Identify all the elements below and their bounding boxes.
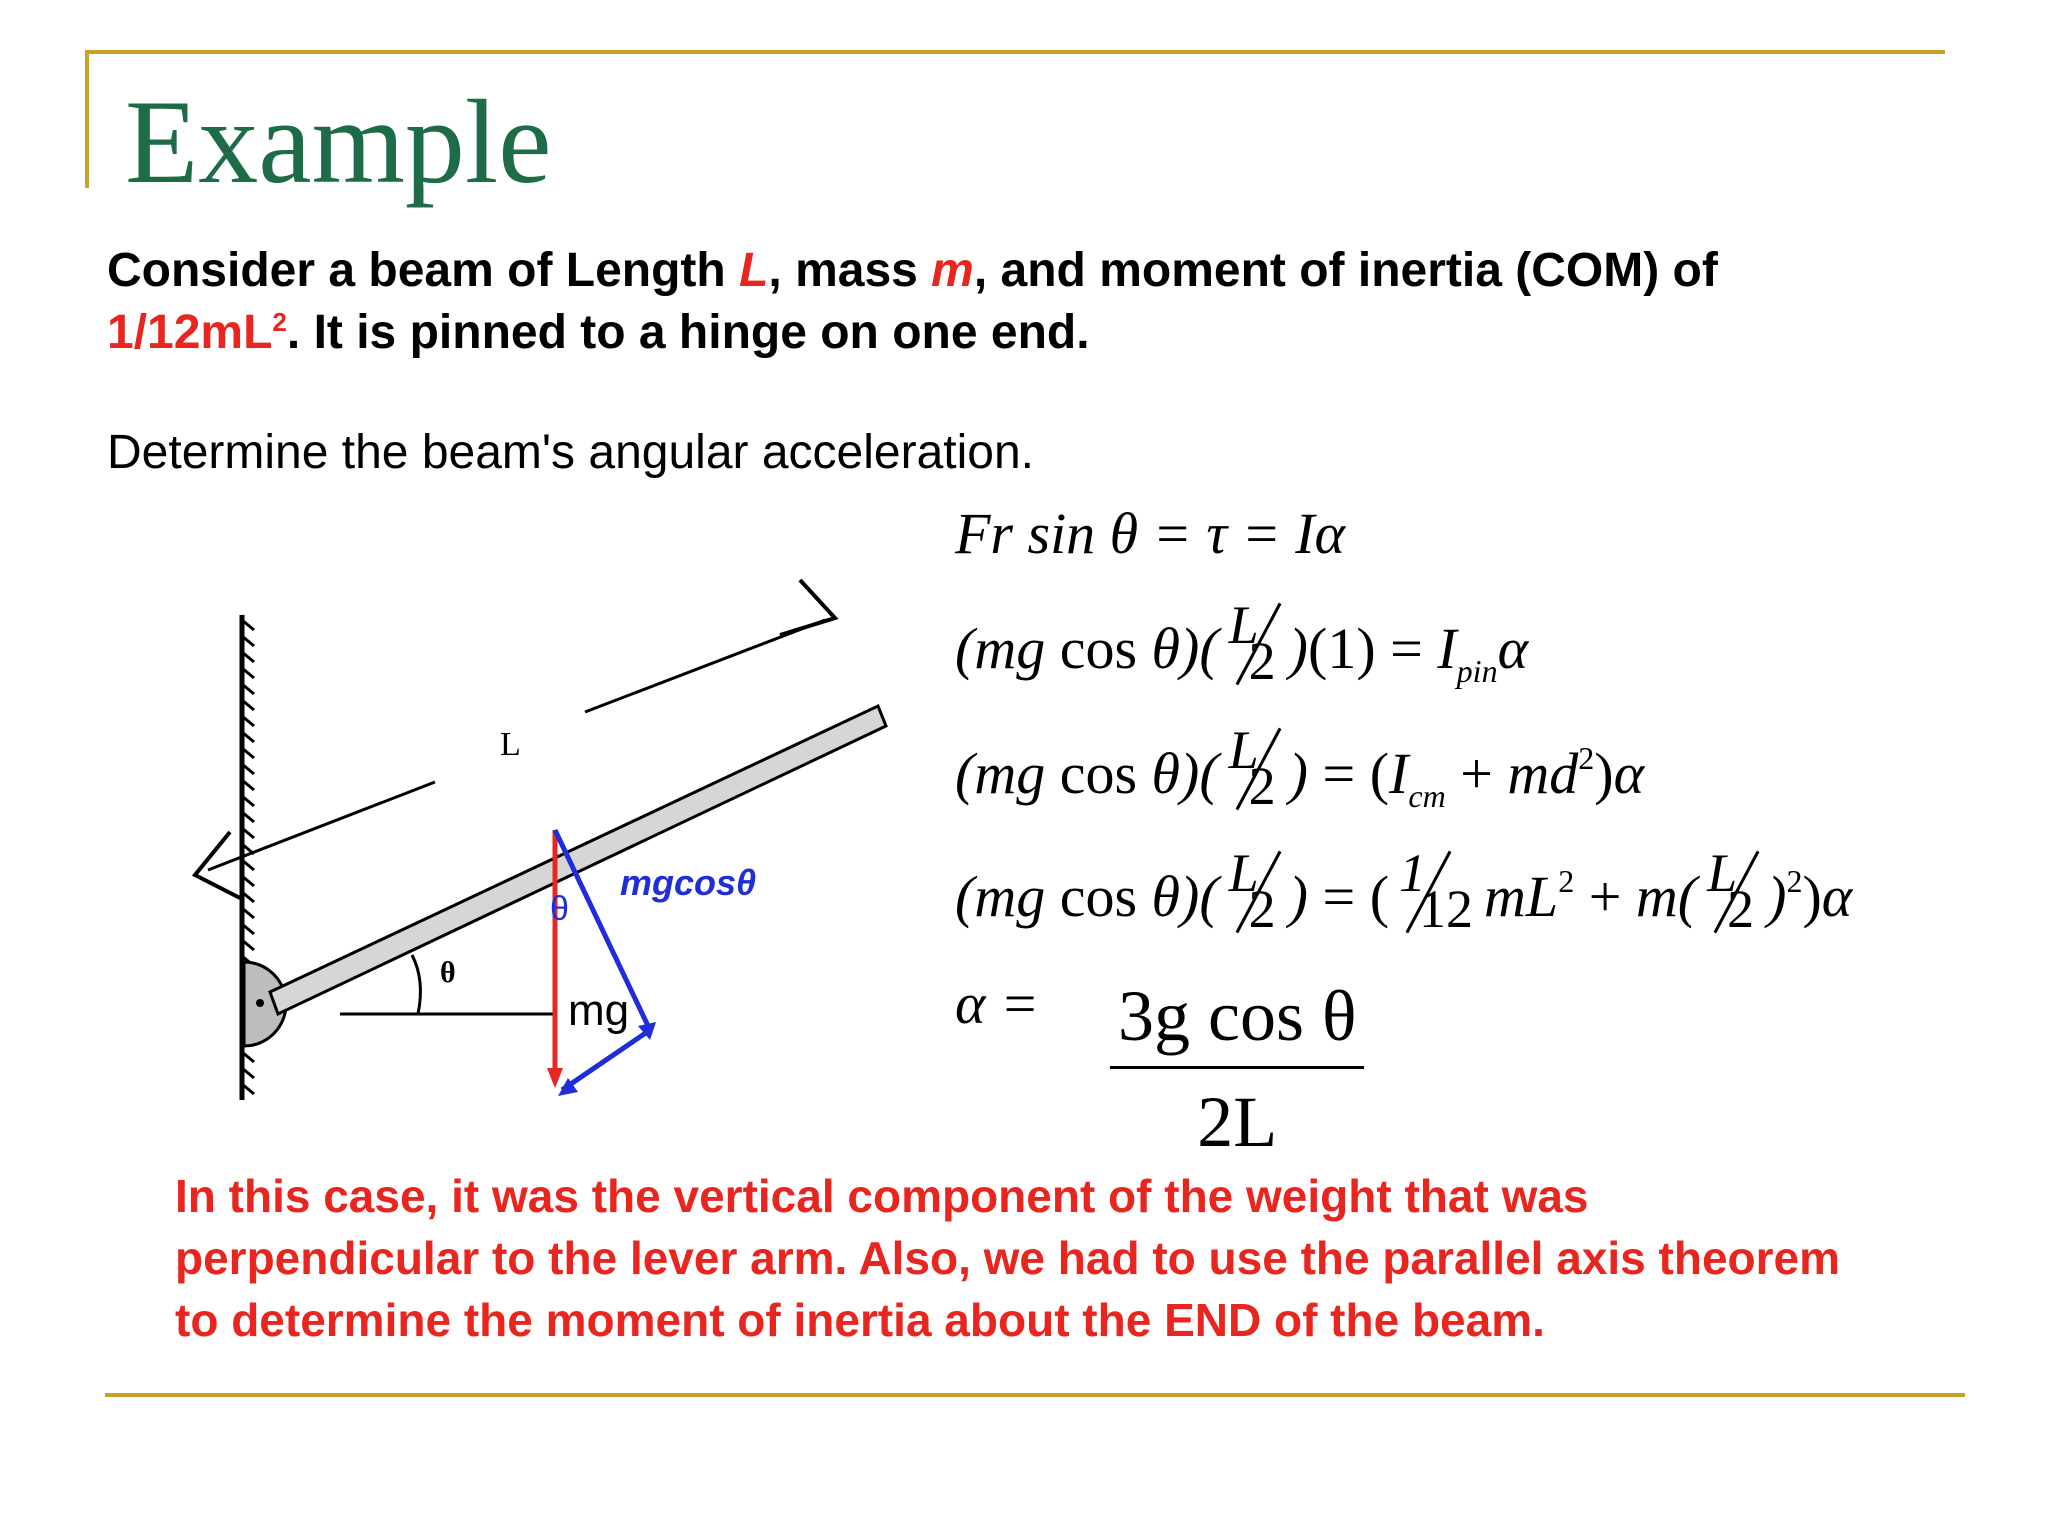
length-label: L — [500, 726, 521, 763]
equation-3: (mg cos θ)( L 2 ) = $(I_{cm} + md^2)\alpha$ — [955, 720, 1645, 816]
result-denominator: 2L — [1197, 1082, 1278, 1162]
equation-1: Fr sin θ = τ = Iα — [955, 501, 1345, 566]
beam-diagram — [150, 540, 930, 1100]
weight-angle-label: θ — [550, 890, 569, 928]
bottom-rule — [105, 1393, 1965, 1397]
problem-statement: Consider a beam of Length L, mass m, and moment of inertia (COM) of $1/12mL^2$. It is pinned to a hinge on one end. — [107, 244, 1718, 359]
equation-4: (mg cos θ)( L 2 ) = ( 1 12 $mL^2 + m$( L 2 )$^2$)α — [955, 843, 1853, 939]
perpendicular-vector — [562, 1030, 650, 1090]
conclusion-text: In this case, it was the vertical component of the weight that was perpendicular to the lever arm. Also, we had to use the parallel axis theorem to determine the moment of inertia about the END of the beam. — [175, 1170, 1841, 1346]
weight-arrowhead — [547, 1068, 563, 1088]
component-label: mgcosθ — [620, 862, 757, 903]
question-text: Determine the beam's angular acceleration. — [107, 426, 1034, 479]
result-numerator: 3g cos θ — [1110, 975, 1364, 1069]
arrowhead-right — [780, 580, 835, 635]
equation-2: (mg cos θ)( L 2 )$(1) = I_{pin}\alpha$ — [955, 595, 1529, 691]
angle-arc — [412, 955, 420, 1014]
beam — [270, 706, 886, 1014]
top-rule — [85, 50, 1945, 54]
result-fraction — [1110, 975, 1364, 1164]
slide-title: Example — [125, 75, 552, 208]
equation-5-lhs: α = — [955, 971, 1040, 1036]
left-rule — [85, 50, 89, 188]
hinge-pin — [256, 999, 264, 1007]
angle-label: θ — [440, 956, 456, 989]
weight-label: mg — [568, 986, 630, 1035]
